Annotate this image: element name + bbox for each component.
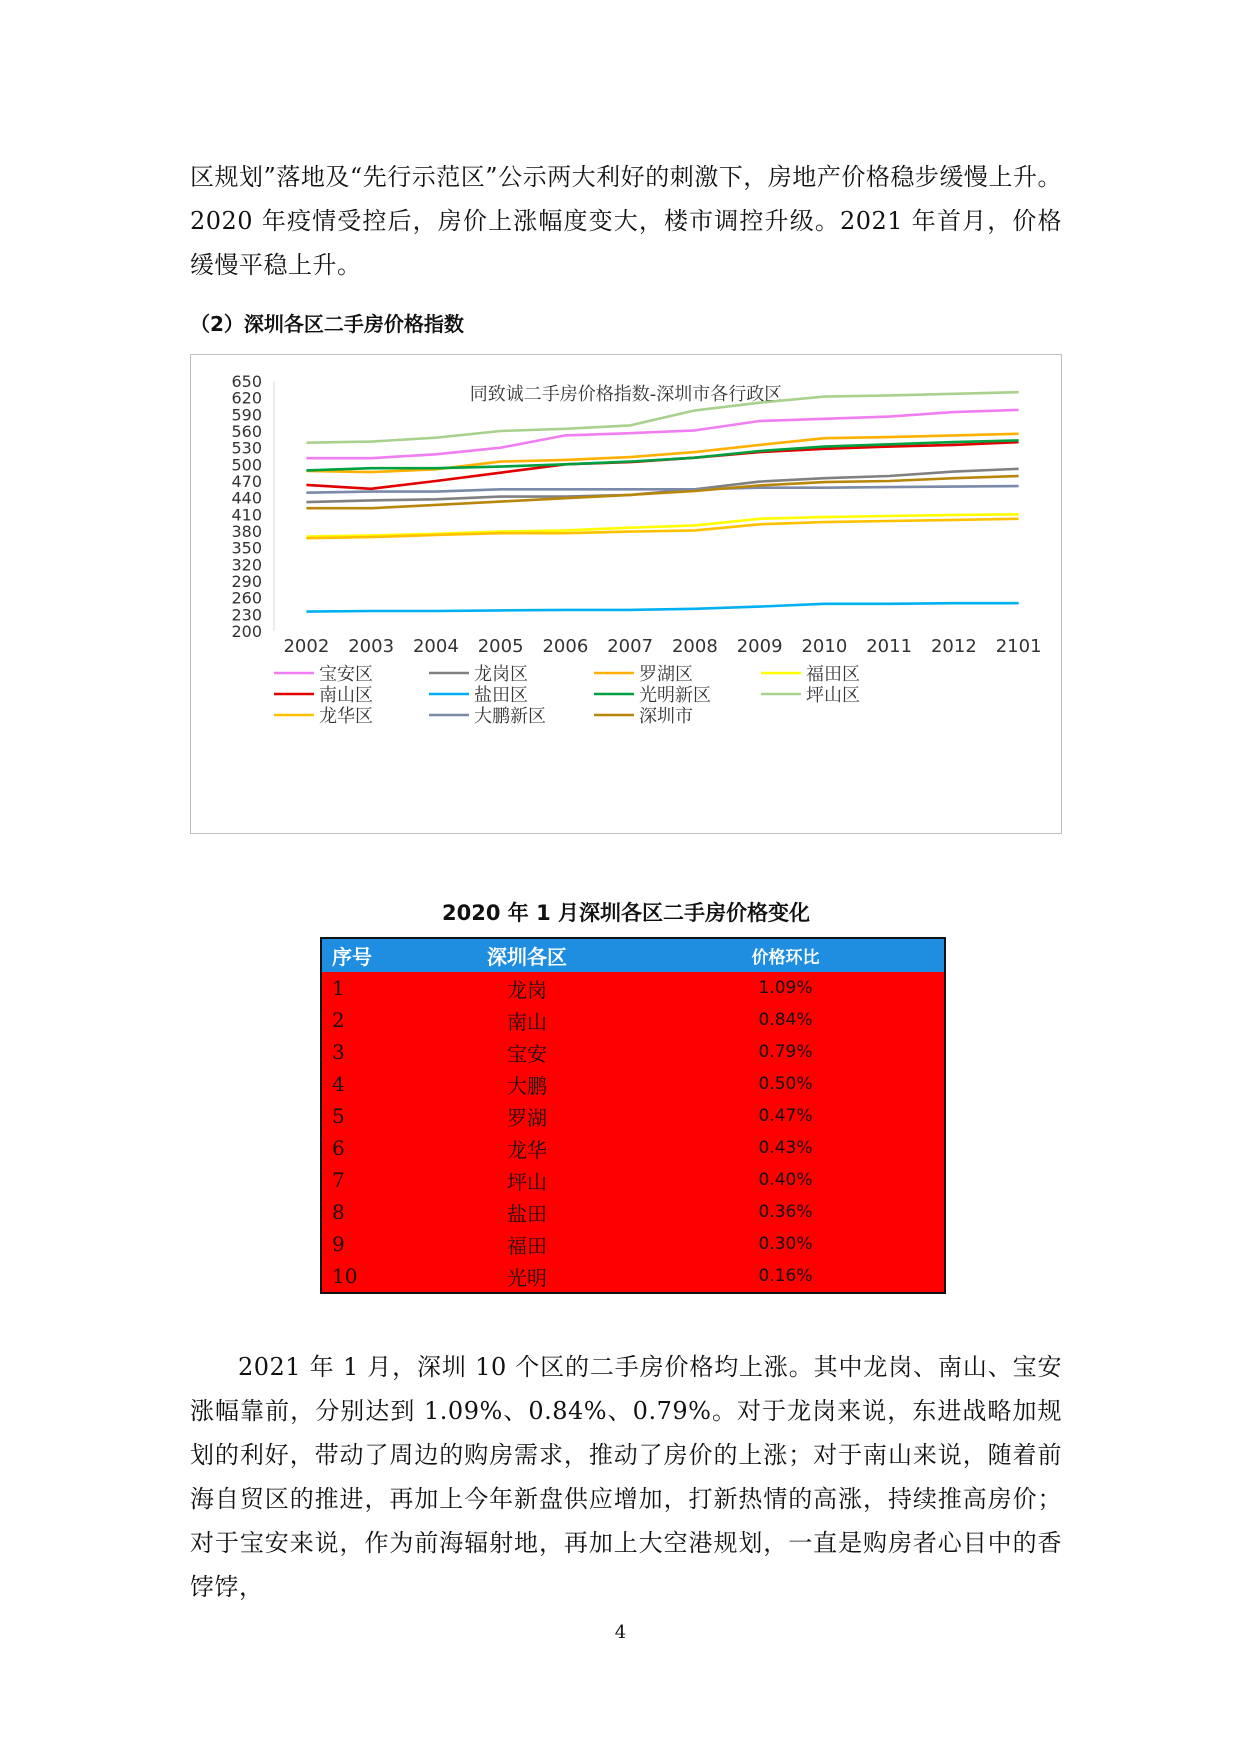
x-tick-label: 2006 xyxy=(542,636,589,657)
y-tick-label: 260 xyxy=(231,588,262,608)
row-change: 0.50% xyxy=(627,1068,945,1100)
legend-label: 大鹏新区 xyxy=(474,706,546,727)
y-tick-label: 350 xyxy=(231,538,262,558)
series-line-4 xyxy=(306,514,1018,536)
y-tick-label: 650 xyxy=(231,372,262,391)
price-index-chart xyxy=(190,354,1062,834)
row-change: 0.30% xyxy=(627,1228,945,1260)
table-title: 2020 年 1 月深圳各区二手房价格变化 xyxy=(442,901,810,925)
x-tick-label: 2008 xyxy=(671,636,718,657)
x-tick-label: 2010 xyxy=(801,636,848,657)
legend-label: 坪山区 xyxy=(806,685,860,706)
legend-label: 龙华区 xyxy=(319,706,373,727)
row-index: 6 xyxy=(321,1132,427,1164)
x-tick-label: 2011 xyxy=(866,636,913,657)
legend-label: 盐田区 xyxy=(474,685,528,706)
row-district: 福田 xyxy=(427,1228,627,1260)
x-tick-label: 2005 xyxy=(477,636,524,657)
y-tick-label: 530 xyxy=(231,438,262,458)
row-index: 7 xyxy=(321,1164,427,1196)
x-tick-label: 2003 xyxy=(348,636,395,657)
table-row xyxy=(321,1132,945,1164)
row-index: 8 xyxy=(321,1196,427,1228)
table-row xyxy=(321,1164,945,1196)
row-change: 0.16% xyxy=(627,1260,945,1293)
series-line-6 xyxy=(306,603,1018,611)
y-tick-label: 200 xyxy=(231,622,262,641)
header-change: 价格环比 xyxy=(627,938,945,972)
table-row xyxy=(321,972,945,1004)
row-change: 0.43% xyxy=(627,1132,945,1164)
row-change: 0.84% xyxy=(627,1004,945,1036)
legend-label: 深圳市 xyxy=(639,706,693,727)
x-tick-label: 2002 xyxy=(283,636,330,657)
x-tick-label: 2012 xyxy=(930,636,977,657)
y-tick-label: 500 xyxy=(231,455,262,475)
legend-label: 福田区 xyxy=(806,664,860,685)
legend-label: 罗湖区 xyxy=(639,664,693,685)
page-number: 4 xyxy=(614,1622,627,1643)
y-tick-label: 620 xyxy=(231,388,262,408)
row-change: 0.47% xyxy=(627,1100,945,1132)
table-row xyxy=(321,1036,945,1068)
table-row xyxy=(321,1100,945,1132)
y-tick-label: 290 xyxy=(231,572,262,591)
y-tick-label: 470 xyxy=(231,472,262,491)
header-index: 序号 xyxy=(321,938,427,972)
table-row xyxy=(321,1228,945,1260)
y-tick-label: 590 xyxy=(231,405,262,425)
table-row xyxy=(321,1068,945,1100)
table-row xyxy=(321,1196,945,1228)
row-district: 大鹏 xyxy=(427,1068,627,1100)
header-district: 深圳各区 xyxy=(427,938,627,972)
series-line-5 xyxy=(306,442,1018,489)
legend-label: 光明新区 xyxy=(639,685,711,706)
row-district: 宝安 xyxy=(427,1036,627,1068)
y-tick-label: 380 xyxy=(231,522,262,541)
table-row xyxy=(321,1004,945,1036)
row-district: 盐田 xyxy=(427,1196,627,1228)
table-header-row xyxy=(321,938,945,972)
row-district: 龙岗 xyxy=(427,972,627,1004)
row-district: 坪山 xyxy=(427,1164,627,1196)
series-line-2 xyxy=(306,469,1018,502)
row-district: 龙华 xyxy=(427,1132,627,1164)
row-district: 光明 xyxy=(427,1260,627,1293)
row-change: 0.36% xyxy=(627,1196,945,1228)
paragraph-bottom: 2021 年 1 月，深圳 10 个区的二手房价格均上涨。其中龙岗、南山、宝安涨幅靠前，分别达到 1.09%、0.84%、0.79%。对于龙岗来说，东进战略加规划的利好，带动了周边的购房需求，推动了房价的上涨；对于南山来说，随着前海自贸区的推进，再加上今年新盘供应增加，打新热情的高涨，持续推高房价；对于宝安来说，作为前海辐射地，再加上大空港规划，一直是购房者心目中的香饽饽， xyxy=(190,1353,1062,1601)
y-tick-label: 560 xyxy=(231,422,262,441)
row-change: 1.09% xyxy=(627,972,945,1004)
row-index: 2 xyxy=(321,1004,427,1036)
x-tick-label: 2009 xyxy=(736,636,783,657)
row-district: 南山 xyxy=(427,1004,627,1036)
x-tick-label: 2007 xyxy=(607,636,654,657)
x-tick-label: 2004 xyxy=(412,636,459,657)
row-change: 0.79% xyxy=(627,1036,945,1068)
legend-label: 宝安区 xyxy=(319,664,373,685)
row-index: 4 xyxy=(321,1068,427,1100)
row-index: 5 xyxy=(321,1100,427,1132)
row-district: 罗湖 xyxy=(427,1100,627,1132)
row-index: 1 xyxy=(321,972,427,1004)
x-tick-label: 2101 xyxy=(995,636,1042,657)
row-index: 9 xyxy=(321,1228,427,1260)
legend-label: 南山区 xyxy=(319,685,373,706)
chart-canvas xyxy=(191,355,1061,833)
row-index: 3 xyxy=(321,1036,427,1068)
series-line-9 xyxy=(306,519,1018,538)
y-tick-label: 410 xyxy=(231,505,262,525)
y-tick-label: 320 xyxy=(231,555,262,575)
row-index: 10 xyxy=(321,1260,427,1293)
y-tick-label: 230 xyxy=(231,605,262,625)
paragraph-top: 区规划”落地及“先行示范区”公示两大利好的刺激下，房地产价格稳步缓慢上升。2020 年疫情受控后，房价上涨幅度变大，楼市调控升级。2021 年首月，价格缓慢平稳上升。 xyxy=(190,163,1062,279)
price-change-table xyxy=(320,937,946,1294)
row-change: 0.40% xyxy=(627,1164,945,1196)
legend-label: 龙岗区 xyxy=(474,664,528,685)
table-row xyxy=(321,1260,945,1293)
section-heading: （2）深圳各区二手房价格指数 xyxy=(190,312,464,336)
y-tick-label: 440 xyxy=(231,488,262,508)
chart-title: 同致诚二手房价格指数-深圳市各行政区 xyxy=(469,384,783,405)
